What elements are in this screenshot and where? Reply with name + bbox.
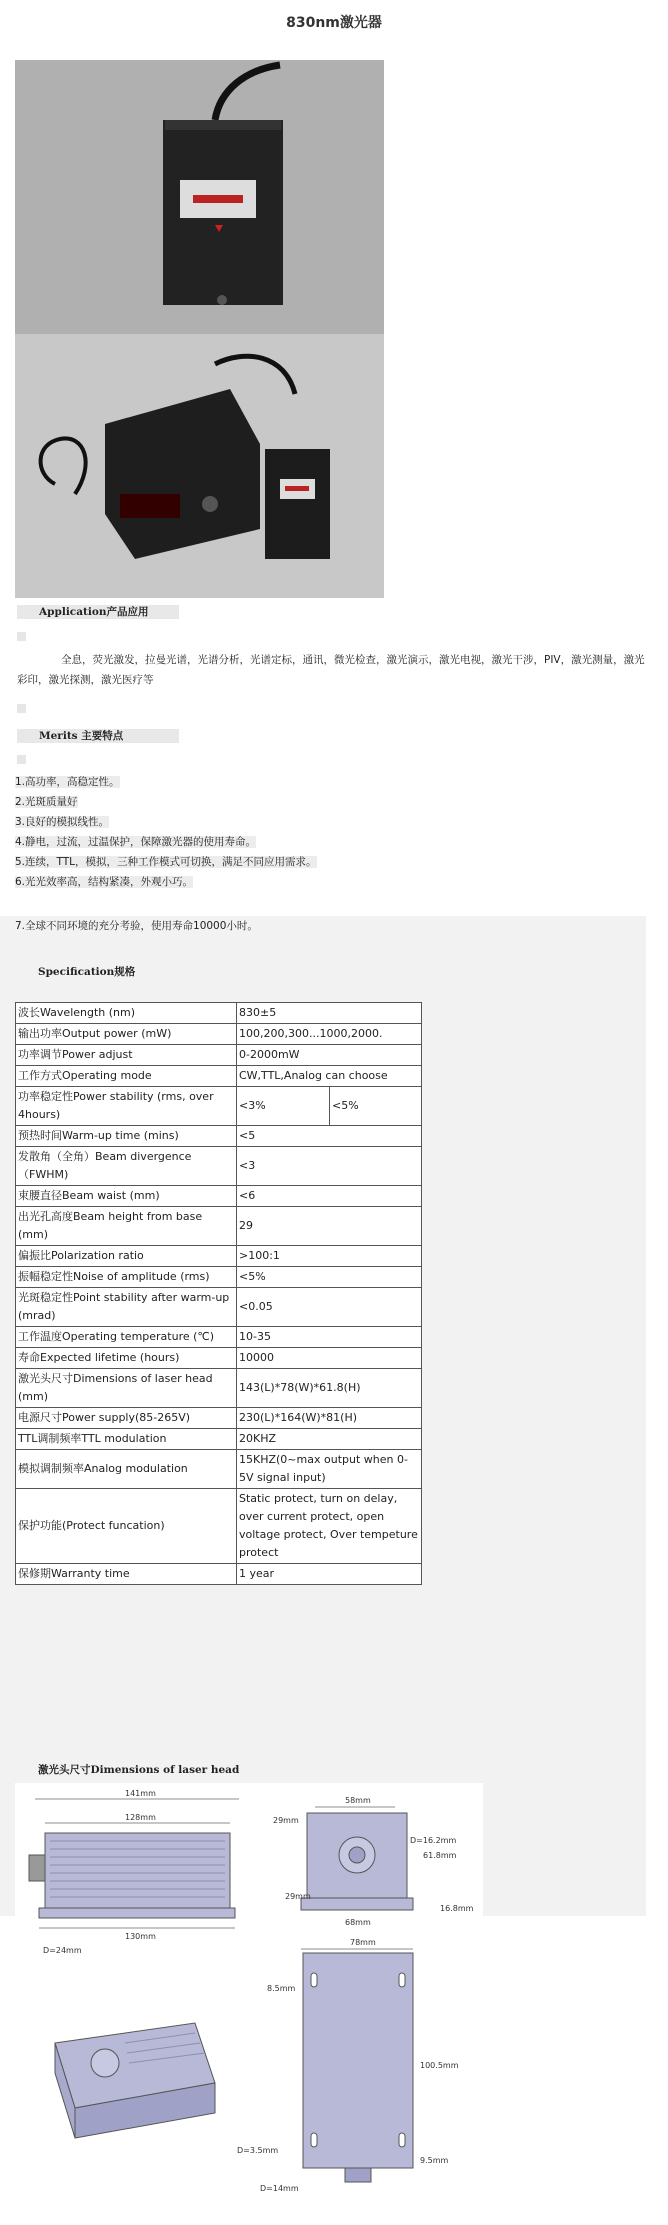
svg-text:29mm: 29mm <box>273 1816 299 1825</box>
svg-text:58mm: 58mm <box>345 1796 371 1805</box>
svg-text:D=24mm: D=24mm <box>43 1946 82 1955</box>
dimension-drawing-graphic <box>15 1783 483 2200</box>
svg-text:78mm: 78mm <box>350 1938 376 1947</box>
table-row: TTL调制频率TTL modulation 20KHZ <box>16 1429 422 1450</box>
svg-text:68mm: 68mm <box>345 1918 371 1927</box>
bullet-marker <box>17 755 26 764</box>
svg-text:D=14mm: D=14mm <box>260 2184 299 2193</box>
table-row: 激光头尺寸Dimensions of laser head (mm) 143(L)*78(W)*61.8(H) <box>16 1369 422 1408</box>
application-text: 全息，荧光激发，拉曼光谱，光谱分析，光谱定标，通讯，微光检查，激光演示，激光电视，激光干涉，PIV，激光测量，激光彩印，激光探测，激光医疗等 <box>17 654 645 686</box>
table-row: 光斑稳定性Point stability after warm-up (mrad) <0.05 <box>16 1288 422 1327</box>
laser-system-photo <box>15 334 384 598</box>
merit-item: 7.全球不同环境的充分考验，使用寿命10000小时。 <box>15 920 258 932</box>
svg-text:128mm: 128mm <box>125 1813 156 1822</box>
laser-system-photo-graphic <box>15 334 384 598</box>
table-row: 工作方式Operating mode CW,TTL,Analog can choose <box>16 1066 422 1087</box>
merit-item: 4.静电，过流，过温保护，保障激光器的使用寿命。 <box>15 836 257 848</box>
svg-text:61.8mm: 61.8mm <box>423 1851 457 1860</box>
svg-text:D=3.5mm: D=3.5mm <box>237 2146 279 2155</box>
bullet-marker <box>17 704 26 713</box>
bullet-marker <box>17 632 26 641</box>
merits-heading: Merits 主要特点 <box>17 729 179 743</box>
merit-item: 1.高功率，高稳定性。 <box>15 776 120 788</box>
table-row: 束腰直径Beam waist (mm) <6 <box>16 1186 422 1207</box>
table-row: 偏振比Polarization ratio >100:1 <box>16 1246 422 1267</box>
svg-text:100.5mm: 100.5mm <box>420 2061 459 2070</box>
table-row: 工作温度Operating temperature (℃) 10-35 <box>16 1327 422 1348</box>
merit-item: 2.光斑质量好 <box>15 796 78 808</box>
svg-text:9.5mm: 9.5mm <box>420 2156 449 2165</box>
table-row: 功率稳定性Power stability (rms, over 4hours) <3% <5% <box>16 1087 422 1126</box>
svg-text:141mm: 141mm <box>125 1789 156 1798</box>
merit-item: 6.光光效率高，结构紧凑，外观小巧。 <box>15 876 194 888</box>
dimensions-heading: 激光头尺寸Dimensions of laser head <box>38 1764 240 1776</box>
svg-text:29mm: 29mm <box>285 1892 311 1901</box>
svg-text:D=16.2mm: D=16.2mm <box>410 1836 457 1845</box>
table-row: 保修期Warranty time 1 year <box>16 1564 422 1585</box>
table-row: 振幅稳定性Noise of amplitude (rms) <5% <box>16 1267 422 1288</box>
svg-text:130mm: 130mm <box>125 1932 156 1941</box>
table-row: 保护功能(Protect funcation) Static protect, turn on delay, over current protect, open voltage protect, Over tempeture protect <box>16 1489 422 1564</box>
table-row: 功率调节Power adjust 0-2000mW <box>16 1045 422 1066</box>
dimension-drawing <box>15 1783 483 2200</box>
specification-heading: Specification规格 <box>38 966 136 978</box>
specification-table <box>15 1002 422 1585</box>
table-row: 电源尺寸Power supply(85-265V) 230(L)*164(W)*81(H) <box>16 1408 422 1429</box>
svg-text:8.5mm: 8.5mm <box>267 1984 296 1993</box>
application-heading: Application产品应用 <box>17 605 179 619</box>
table-row: 发散角（全角）Beam divergence （FWHM) <3 <box>16 1147 422 1186</box>
svg-text:16.8mm: 16.8mm <box>440 1904 474 1913</box>
table-row: 出光孔高度Beam height from base (mm) 29 <box>16 1207 422 1246</box>
table-row: 模拟调制频率Analog modulation 15KHZ(0~max output when 0-5V signal input) <box>16 1450 422 1489</box>
merit-item: 5.连续，TTL，模拟，三种工作模式可切换，满足不同应用需求。 <box>15 856 317 868</box>
table-row: 预热时间Warm-up time (mins) <5 <box>16 1126 422 1147</box>
table-row: 寿命Expected lifetime (hours) 10000 <box>16 1348 422 1369</box>
laser-head-photo <box>15 60 384 334</box>
table-row: 输出功率Output power (mW) 100,200,300...1000,2000. <box>16 1024 422 1045</box>
page-title: 830nm激光器 <box>286 15 382 31</box>
table-row: 波长Wavelength (nm) 830±5 <box>16 1003 422 1024</box>
merit-item: 3.良好的模拟线性。 <box>15 816 110 828</box>
laser-head-photo-graphic <box>15 60 384 334</box>
merits-list <box>15 772 655 892</box>
